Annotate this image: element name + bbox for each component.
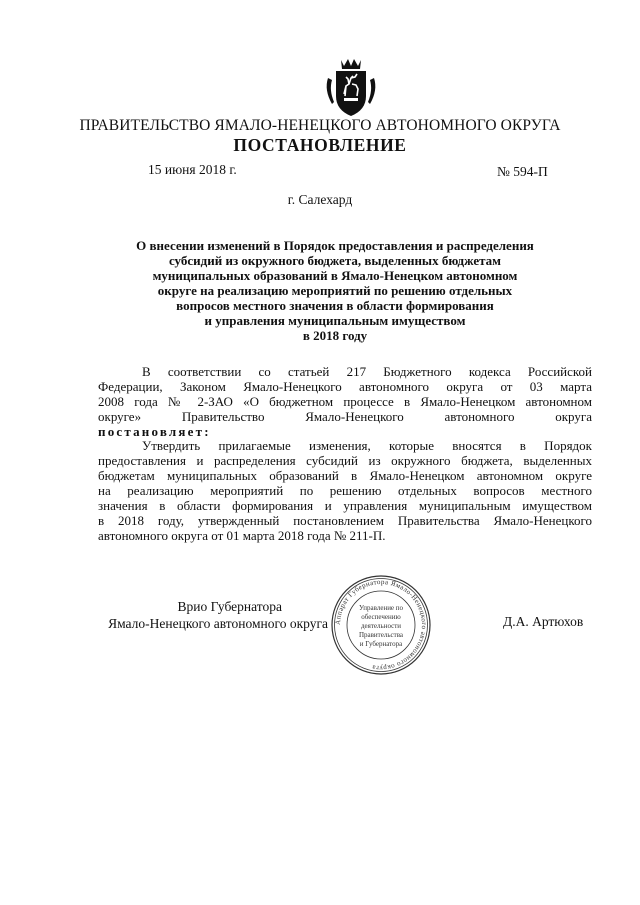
paragraph-line: предоставления и распределения субсидий из окружного бюджета, выделенных: [98, 453, 592, 468]
document-type: ПОСТАНОВЛЕНИЕ: [233, 135, 407, 155]
stamp-inner-line: обеспечению: [361, 613, 401, 621]
signatory-position-line: Врио Губернатора: [177, 599, 282, 614]
subject-line: субсидий из окружного бюджета, выделенных бюджетам: [168, 253, 502, 268]
subject-line: и управления муниципальным имуществом: [204, 313, 466, 328]
stamp-inner-line: Правительства: [358, 631, 404, 639]
paragraph-line: 2008 года № 2-ЗАО «О бюджетном процессе в Ямало-Ненецком автономном: [98, 394, 592, 409]
coat-of-arms-icon: [322, 56, 380, 118]
paragraph-line: на реализацию мероприятий по решению отдельных вопросов местного: [98, 483, 592, 498]
paragraph-line: Утвердить прилагаемые изменения, которые вносятся в Порядок: [142, 438, 592, 453]
paragraph-line: автономного округа от 01 марта 2018 года № 211-П.: [98, 528, 386, 543]
subject-line: в 2018 году: [302, 328, 368, 343]
document-subject: [100, 238, 570, 343]
stamp-ring-text: Аппарат Губернатора Ямало-Ненецкого автономного округа: [333, 577, 429, 673]
subject-line: вопросов местного значения в области формирования: [176, 298, 494, 313]
stamp-inner-line: Управление по: [358, 604, 404, 612]
paragraph-line: округе» Правительство Ямало-Ненецкого автономного округа: [98, 409, 592, 424]
body-paragraph-2: [98, 438, 592, 543]
decree-word: постановляет:: [98, 424, 211, 439]
document-city: г. Салехард: [287, 192, 353, 207]
official-stamp-icon: [330, 574, 432, 676]
paragraph-line: значения в области формирования и управления муниципальным имуществом: [98, 498, 592, 513]
signatory-position-line: Ямало-Ненецкого автономного округа: [108, 616, 328, 631]
paragraph-line: Федерации, Законом Ямало-Ненецкого автономного округа от 03 марта: [98, 379, 592, 394]
paragraph-line: бюджетам муниципальных образований в Ямало-Ненецком автономном округе: [98, 468, 592, 483]
signatory-name: Д.А. Артюхов: [503, 614, 584, 629]
government-title: ПРАВИТЕЛЬСТВО ЯМАЛО-НЕНЕЦКОГО АВТОНОМНОГО ОКРУГА: [79, 117, 561, 134]
stamp-inner-line: и Губернатора: [359, 640, 403, 648]
subject-line: округе на реализацию мероприятий по решению отдельных: [157, 283, 513, 298]
subject-line: О внесении изменений в Порядок предоставления и распределения: [136, 238, 534, 253]
document-date: 15 июня 2018 г.: [148, 162, 237, 177]
document-number: № 594-П: [497, 164, 548, 179]
paragraph-line: в 2018 году, утвержденный постановлением Правительства Ямало-Ненецкого: [98, 513, 592, 528]
body-paragraph-1: [98, 364, 592, 439]
signatory-position: [98, 598, 328, 632]
paragraph-line: В соответствии со статьей 217 Бюджетного кодекса Российской: [142, 364, 592, 379]
subject-line: муниципальных образований в Ямало-Ненецком автономном: [152, 268, 518, 283]
stamp-inner-line: деятельности: [360, 622, 402, 630]
